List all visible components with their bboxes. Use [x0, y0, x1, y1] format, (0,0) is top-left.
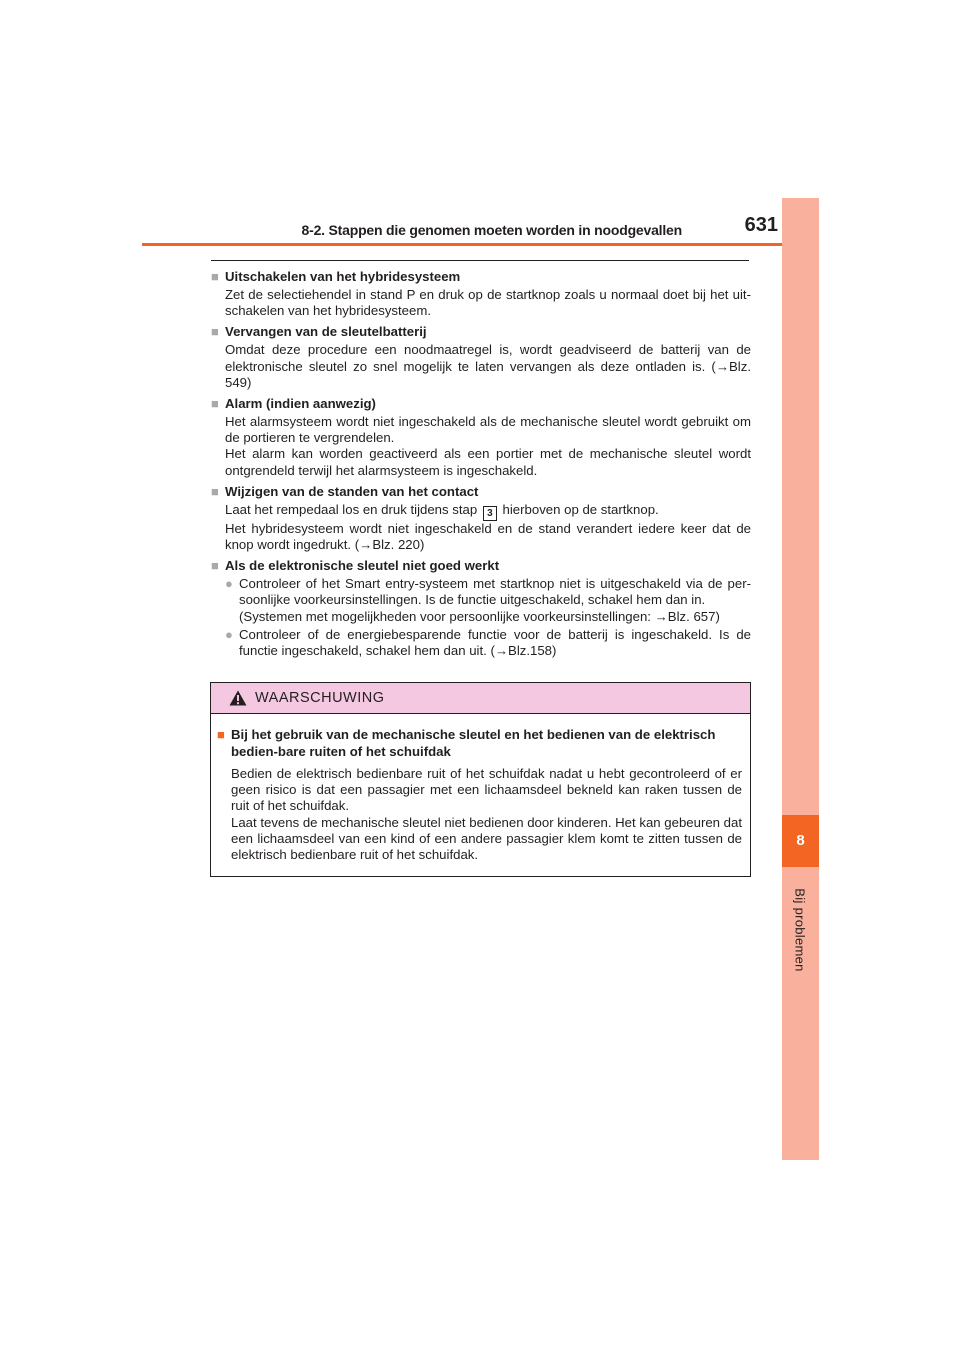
warning-box [210, 682, 751, 877]
section-title: 8-2. Stappen die genomen moeten worden in noodgevallen [301, 222, 682, 238]
content [211, 268, 751, 663]
content-rule [211, 260, 749, 261]
section-heading: ■ Alarm (indien aanwezig) [211, 396, 376, 412]
square-bullet-icon: ■ [211, 558, 219, 574]
warning-header [211, 683, 750, 714]
section-ignition-modes [211, 483, 751, 553]
section-key-battery [211, 323, 751, 391]
list-item: ● Controleer of de energiebesparende functie voor de batterij is ingeschakeld. Is de functie ingeschakeld, schakel hem dan uit. (→Blz.158) [225, 626, 751, 659]
warning-body: Bedien de elektrisch bedienbare ruit of het schuifdak nadat u hebt gecontroleerd of er geen risico is dat een passagier met een lichaamsdeel bekneld kan raken tussen de ruit of het schuifdak. Laat tevens de mechanische sleutel niet bedienen door kinderen. Het kan gebeuren dat een lichaamsdeel van een kind of een andere passagier klem komt te zitten tussen de elektrisch bedienbare ruit of het schuifdak. [231, 766, 743, 863]
section-heading: ■ Uitschakelen van het hybridesysteem [211, 269, 461, 284]
list-item: ● Controleer of het Smart entry-systeem met startknop niet is uitgeschakeld via de per-soonlijke voorkeursinstellingen. Is de functie uitgeschakeld, schakel hem dan in. (Systemen met mogelijkheden voor persoonlijke voorkeursinstellingen: →Blz. 657) [225, 576, 751, 624]
circle-bullet-icon: ● [225, 626, 233, 642]
circle-bullet-icon: ● [225, 576, 233, 592]
section-hybrid-off [211, 268, 751, 319]
header-rule [142, 243, 819, 246]
section-heading: ■ Vervangen van de sleutelbatterij [211, 324, 427, 340]
square-bullet-icon: ■ [211, 324, 219, 340]
section-alarm [211, 395, 751, 479]
page-number: 631 [744, 214, 778, 236]
section-body: Laat het rempedaal los en druk tijdens stap 3 hierboven op de startknop. Het hybridesysteem wordt niet ingeschakeld en de stand verandert iedere keer dat de knop wordt ingedrukt. (→Blz. 220) [225, 501, 751, 553]
warning-content [211, 714, 750, 863]
warning-triangle-icon [229, 690, 247, 706]
section-body: Zet de selectiehendel in stand P en druk op de startknop zoals u normaal doet bij het uit-schakelen van het hybridesysteem. [225, 287, 751, 319]
step-number-badge: 3 [483, 506, 497, 521]
warning-title: WAARSCHUWING [255, 690, 385, 706]
square-bullet-icon: ■ [211, 483, 219, 499]
section-body: Het alarmsysteem wordt niet ingeschakeld als de mechanische sleutel wordt gebruikt om de portieren te vergrendelen. Het alarm kan worden geactiveerd als een portier met de mechanische sleutel wordt ontgrendeld terwijl het alarmsysteem is ingeschakeld. [225, 414, 751, 478]
warning-heading: ■ Bij het gebruik van de mechanische sleutel en het bedienen van de elektrisch bedien-bare ruiten of het schuifdak [217, 727, 716, 759]
chapter-label: Bij problemen [792, 888, 808, 972]
section-key-malfunction [211, 557, 751, 659]
square-bullet-icon: ■ [211, 269, 219, 284]
chapter-number-badge: 8 [782, 815, 819, 867]
square-bullet-icon: ■ [211, 396, 219, 412]
section-heading: ■ Als de elektronische sleutel niet goed werkt [211, 558, 500, 574]
side-tab [782, 198, 819, 1160]
square-bullet-icon: ■ [217, 727, 225, 742]
section-heading: ■ Wijzigen van de standen van het contact [211, 483, 479, 499]
section-body: Omdat deze procedure een noodmaatregel is, wordt geadviseerd de batterij van de elektronische sleutel zo snel mogelijk te laten vervangen als deze ontladen is. (→Blz. 549) [225, 342, 751, 390]
